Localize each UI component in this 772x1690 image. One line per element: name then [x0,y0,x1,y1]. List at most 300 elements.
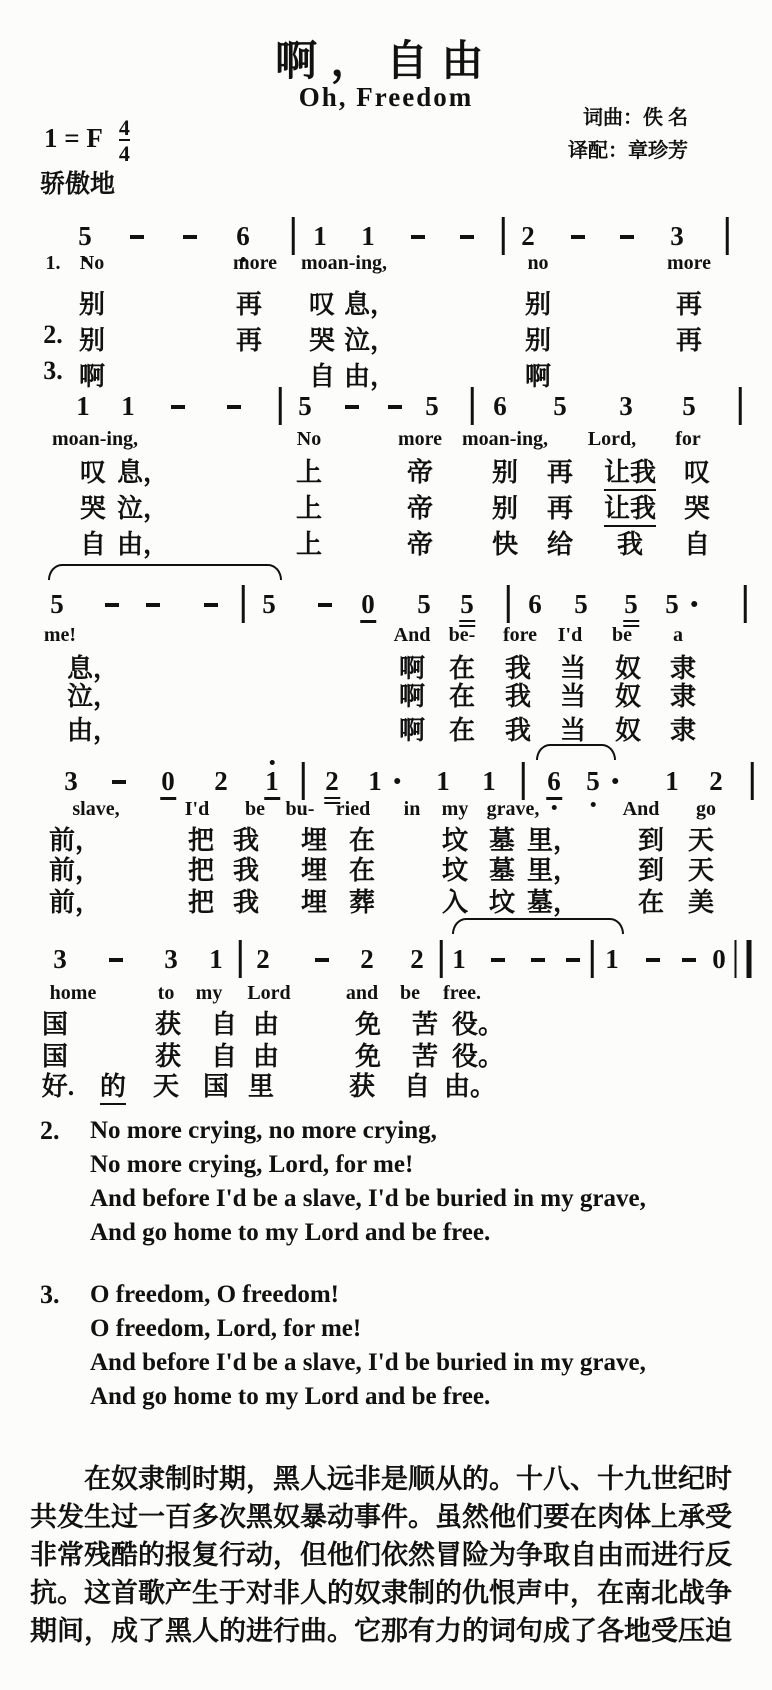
lyric-token: 由， [343,362,397,391]
lyric-token: 奴 [614,654,642,683]
key-label: 1 = F [44,122,103,153]
lyric-token: 坟 [488,888,516,917]
lyric-token: 埋 [300,856,328,885]
note-digit: 5 [459,590,475,627]
augmentation-dot [612,778,618,784]
verse-line: O freedom, O freedom! [90,1281,339,1308]
lyric-token: 前， [48,888,102,917]
lyric-token: 啊 [78,362,106,391]
lyric-token: no [527,252,549,274]
note-digit: 1 [361,221,375,251]
note [360,222,376,252]
page-subtitle: Oh, Freedom [298,82,474,112]
barline [502,217,505,255]
note-digit: 5 [623,590,639,627]
lyric-token: 苦 [411,1010,439,1039]
slur-arc [452,918,624,934]
lyric-token: 里， [526,826,580,855]
lyric-token: 2. [43,320,63,349]
lyric-token: 免 [354,1042,382,1071]
note-digit: 2 [360,944,374,974]
note [527,590,543,620]
verse-line: And before I'd be a slave, I'd be buried in my grave, [90,1185,646,1212]
note [664,590,680,620]
lyric-token: 天 [687,826,715,855]
lyric-token: 坟 [441,856,469,885]
note [359,945,375,975]
lyric-token: 息， [66,654,120,683]
lyric-token: 啊 [524,362,552,391]
duration-dash [105,603,119,607]
lyric-token: 埋 [300,826,328,855]
lyric-token: 让我 [604,452,656,491]
barline [279,387,282,425]
lyric-token: 国 [41,1042,69,1071]
lyric-token: 息， [343,290,397,319]
barline [471,387,474,425]
duration-dash [571,235,585,239]
credit-translator: 译配：章珍芳 [568,140,688,162]
lyric-token: 在 [637,888,665,917]
note [63,767,79,797]
lyric-token: 别 [491,458,519,487]
duration-dash [130,235,144,239]
note-digit: 2 [521,221,535,251]
lyric-token: 泣， [116,494,170,523]
lyric-token: 别 [491,494,519,523]
barline [239,940,242,978]
duration-dash [345,405,359,409]
note-digit: 5 [417,589,431,619]
lyric-token: 当 [559,654,587,683]
lyric-token: 里 [247,1072,275,1101]
footnote [30,1460,752,1650]
verse-block [40,1114,646,1250]
lyric-token: 墓 [488,856,516,885]
lyric-token: 别 [78,290,106,319]
duration-dash [204,603,218,607]
footnote-line: 在奴隶制时期，黑人远非是顺从的。十八、十九世纪时 [84,1464,732,1494]
barline [507,585,510,623]
note-digit: 6 [236,221,250,251]
note [669,222,685,252]
lyric-token: 的 [100,1066,126,1105]
lyric-token: 自 [210,1042,238,1071]
note-digit: 6 [493,391,507,421]
lyric-token: 我 [504,716,532,745]
note-digit: 1 [452,944,466,974]
note-digit: 2 [709,766,723,796]
lyric-token: 到 [637,856,665,885]
lyric-token: 啊 [398,682,426,711]
note-digit: 6 [546,767,562,800]
lyric-token: to [157,982,175,1004]
duration-dash [646,958,660,962]
lyric-token: 获 [348,1072,376,1101]
lyric-token: my [195,982,223,1004]
lyric-token: slave, [72,798,120,820]
lyric-token: 给 [546,530,574,559]
note [409,945,425,975]
note [520,222,536,252]
note [435,767,451,797]
lyric-token: 里， [526,856,580,885]
lyric-token: 帝 [406,530,434,559]
note-digit: 2 [256,944,270,974]
note [213,767,229,797]
lyric-token: I'd [184,798,210,820]
duration-dash [109,958,123,962]
octave-dot-below [552,805,557,810]
lyric-token: 叹 [308,290,336,319]
note-digit: 1 [209,944,223,974]
lyric-token: free. [443,982,481,1004]
note-digit: 1 [482,766,496,796]
note [481,767,497,797]
lyric-token: 免 [354,1010,382,1039]
note [664,767,680,797]
lyric-token: 由。 [443,1072,497,1101]
note-digit: 3 [64,766,78,796]
lyric-token: 自 [210,1010,238,1039]
lyric-token: 国 [202,1072,230,1101]
note [49,590,65,620]
lyric-token: me! [43,624,77,646]
barline [726,217,729,255]
note [459,590,475,627]
note [416,590,432,620]
lyric-token: go [696,798,716,820]
note [163,945,179,975]
lyric-token: No [296,428,322,450]
note [451,945,467,975]
augmentation-dot [691,601,697,607]
barline [751,762,754,800]
duration-dash [531,958,545,962]
note-digit: 1 [436,766,450,796]
verse-number: 2. [40,1116,60,1145]
note-digit: 2 [410,944,424,974]
note-digit: 5 [78,221,92,251]
barline [744,585,747,623]
lyric-token: bu- [285,798,315,820]
lyric-token: moan-ing, [300,252,388,274]
rest-note [160,767,176,800]
note [585,767,601,797]
rest-note [360,590,376,623]
lyric-token: 当 [559,682,587,711]
barline [292,217,295,255]
lyric-token: 叹 [683,458,711,487]
note [573,590,589,620]
duration-dash [171,405,185,409]
lyric-token: 让我 [604,488,656,527]
footnote-line: 期间，成了黑人的进行曲。它那有力的词句成了各地受压迫 [30,1616,732,1646]
lyric-token: 由 [252,1010,280,1039]
lyric-token: 息， [116,458,170,487]
lyric-token: 由 [252,1042,280,1071]
lyric-token: 我 [232,888,260,917]
note-digit: 1 [605,944,619,974]
duration-dash [388,405,402,409]
verse-block [40,1278,646,1414]
lyric-token: 墓， [526,888,580,917]
lyric-token: I'd [557,624,583,646]
note-digit: 3 [53,944,67,974]
lyric-token: 啊 [398,654,426,683]
lyric-token: 把 [187,856,215,885]
lyric-token: 坟 [441,826,469,855]
verse-line: No more crying, Lord, for me! [90,1151,414,1178]
lyric-token: And [393,624,431,646]
lyric-token: in [403,798,421,820]
lyric-token: 隶 [669,654,697,683]
octave-dot-below [591,802,596,807]
lyric-token: 别 [78,326,106,355]
footnote-line: 抗。这首歌产生于对非人的奴隶制的仇恨声中，在南北战争 [30,1578,732,1608]
lyric-token: 在 [348,826,376,855]
note-digit: 0 [712,944,726,974]
lyric-token: 由， [116,530,170,559]
lyric-token: No [79,252,105,274]
lyric-token: 别 [524,326,552,355]
lyric-token: 哭 [79,494,107,523]
lyric-token: 再 [235,290,263,319]
lyric-token: be [245,798,265,820]
lyric-token: 在 [448,654,476,683]
lyric-token: more [397,428,443,450]
note [52,945,68,975]
slur-arc [536,744,616,760]
barline [302,762,305,800]
note [604,945,620,975]
lyric-token: 自 [79,530,107,559]
note [235,222,251,252]
lyric-token: 把 [187,826,215,855]
lyric-token: home [49,982,97,1004]
verse-line: And go home to my Lord and be free. [90,1383,491,1410]
credit-lyricist: 词曲：佚 名 [583,107,688,129]
lyric-token: 别 [524,290,552,319]
note-digit: 6 [528,589,542,619]
augmentation-dot [394,778,400,784]
lyric-token: 隶 [669,682,697,711]
lyric-token: grave, [486,798,540,820]
lyric-token: 好. [41,1072,75,1101]
verse-line: No more crying, no more crying, [90,1117,437,1144]
lyric-token: be- [448,624,476,646]
note-digit: 1 [313,221,327,251]
lyric-token: 自 [403,1072,431,1101]
lyric-token: 把 [187,888,215,917]
duration-dash [318,603,332,607]
lyric-token: 到 [637,826,665,855]
verse-line: And before I'd be a slave, I'd be buried in my grave, [90,1349,646,1376]
lyric-token: 再 [675,290,703,319]
lyric-token: 自 [683,530,711,559]
lyric-token: 役。 [451,1010,505,1039]
lyric-token: 帝 [406,494,434,523]
lyric-token: 当 [559,716,587,745]
note-digit: 2 [324,767,340,804]
lyric-token: ried [335,798,371,820]
barline [440,940,443,978]
lyric-token: 自 [308,362,336,391]
lyric-token: 奴 [614,682,642,711]
page-title: 啊，自由 [275,39,497,85]
tempo-marking: 骄傲地 [40,171,116,198]
duration-dash [112,780,126,784]
note [623,590,639,627]
lyric-token: 隶 [669,716,697,745]
duration-dash [491,958,505,962]
rest-note [711,945,727,975]
note-digit: 5 [425,391,439,421]
lyric-token: more [666,252,712,274]
note-digit: 5 [665,589,679,619]
note [552,392,568,422]
duration-dash [411,235,425,239]
note [208,945,224,975]
duration-dash [146,603,160,607]
verse-number: 3. [40,1280,60,1309]
note [708,767,724,797]
lyric-token: 奴 [614,716,642,745]
note [546,767,562,800]
lyric-token: 在 [448,716,476,745]
note [297,392,313,422]
lyric-token: be [400,982,420,1004]
slur-arc [48,564,282,580]
note [261,590,277,620]
lyric-token: 获 [154,1010,182,1039]
meter-denominator: 4 [118,141,130,167]
note [681,392,697,422]
lyric-token: 啊 [398,716,426,745]
lyric-token: 我 [232,826,260,855]
footnote-line: 非常残酷的报复行动，但他们依然冒险为争取自由而进行反 [30,1540,732,1570]
note-digit: 3 [164,944,178,974]
lyric-token: 哭 [308,326,336,355]
note [120,392,136,422]
final-barline [735,940,752,978]
lyric-token: 我 [504,682,532,711]
note-digit: 5 [553,391,567,421]
lyric-token: and [345,982,379,1004]
note-digit: 1 [121,391,135,421]
note [424,392,440,422]
lyric-token: 我 [232,856,260,885]
lyric-token: 再 [675,326,703,355]
lyric-token: 墓 [488,826,516,855]
lyric-token: 再 [546,458,574,487]
note [618,392,634,422]
note-digit: 5 [298,391,312,421]
note [492,392,508,422]
lyric-token: 获 [154,1042,182,1071]
note-digit: 5 [586,766,600,796]
lyric-token: 前， [48,826,102,855]
lyric-token: 役。 [451,1042,505,1071]
lyric-token: fore [502,624,538,646]
lyric-token: 上 [295,458,323,487]
note-digit: 0 [160,767,176,800]
duration-dash [227,405,241,409]
note [255,945,271,975]
note [77,222,93,252]
barline [591,940,594,978]
lyric-token: 我 [616,530,644,559]
lyric-token: 叹 [79,458,107,487]
barline [522,762,525,800]
duration-dash [183,235,197,239]
lyric-token: 由， [66,716,120,745]
lyric-token: 上 [295,494,323,523]
note-digit: 1 [665,766,679,796]
note-digit: 5 [682,391,696,421]
note [312,222,328,252]
barline [242,585,245,623]
note-digit: 1 [76,391,90,421]
lyric-token: 3. [43,356,63,385]
verse-line: O freedom, Lord, for me! [90,1315,362,1342]
octave-dot-above [270,760,275,765]
lyric-token: more [232,252,278,274]
lyric-token: 1. [45,252,61,274]
lyric-token: 快 [491,530,519,559]
note-digit: 1 [264,767,280,800]
lyric-token: Lord [247,982,291,1004]
lyric-token: And [622,798,660,820]
note-digit: 2 [214,766,228,796]
duration-dash [566,958,580,962]
footnote-line: 共发生过一百多次黑奴暴动事件。虽然他们要在肉体上承受 [30,1502,732,1532]
duration-dash [315,958,329,962]
lyric-token: a [673,624,683,646]
note [367,767,383,797]
note-digit: 3 [619,391,633,421]
lyric-token: 哭 [683,494,711,523]
note-digit: 5 [50,589,64,619]
lyric-token: 天 [152,1072,180,1101]
verse-line: And go home to my Lord and be free. [90,1219,491,1246]
lyric-token: 在 [348,856,376,885]
lyric-token: Lord, [587,428,637,450]
lyric-token: my [441,798,469,820]
lyric-token: 天 [687,856,715,885]
lyric-token: 泣， [343,326,397,355]
note-digit: 3 [670,221,684,251]
lyric-token: 帝 [406,458,434,487]
lyric-token: 上 [295,530,323,559]
lyric-token: 泣， [66,682,120,711]
note-digit: 0 [360,590,376,623]
lyric-token: 国 [41,1010,69,1039]
note [75,392,91,422]
meter-numerator: 4 [118,115,130,140]
duration-dash [620,235,634,239]
duration-dash [682,958,696,962]
note-digit: 5 [262,589,276,619]
note [264,767,280,800]
lyric-token: moan-ing, [461,428,549,450]
lyric-token: be [612,624,632,646]
lyric-token: 再 [235,326,263,355]
lyric-token: 前， [48,856,102,885]
note-digit: 5 [574,589,588,619]
lyric-token: 我 [504,654,532,683]
lyric-token: for [675,428,701,450]
